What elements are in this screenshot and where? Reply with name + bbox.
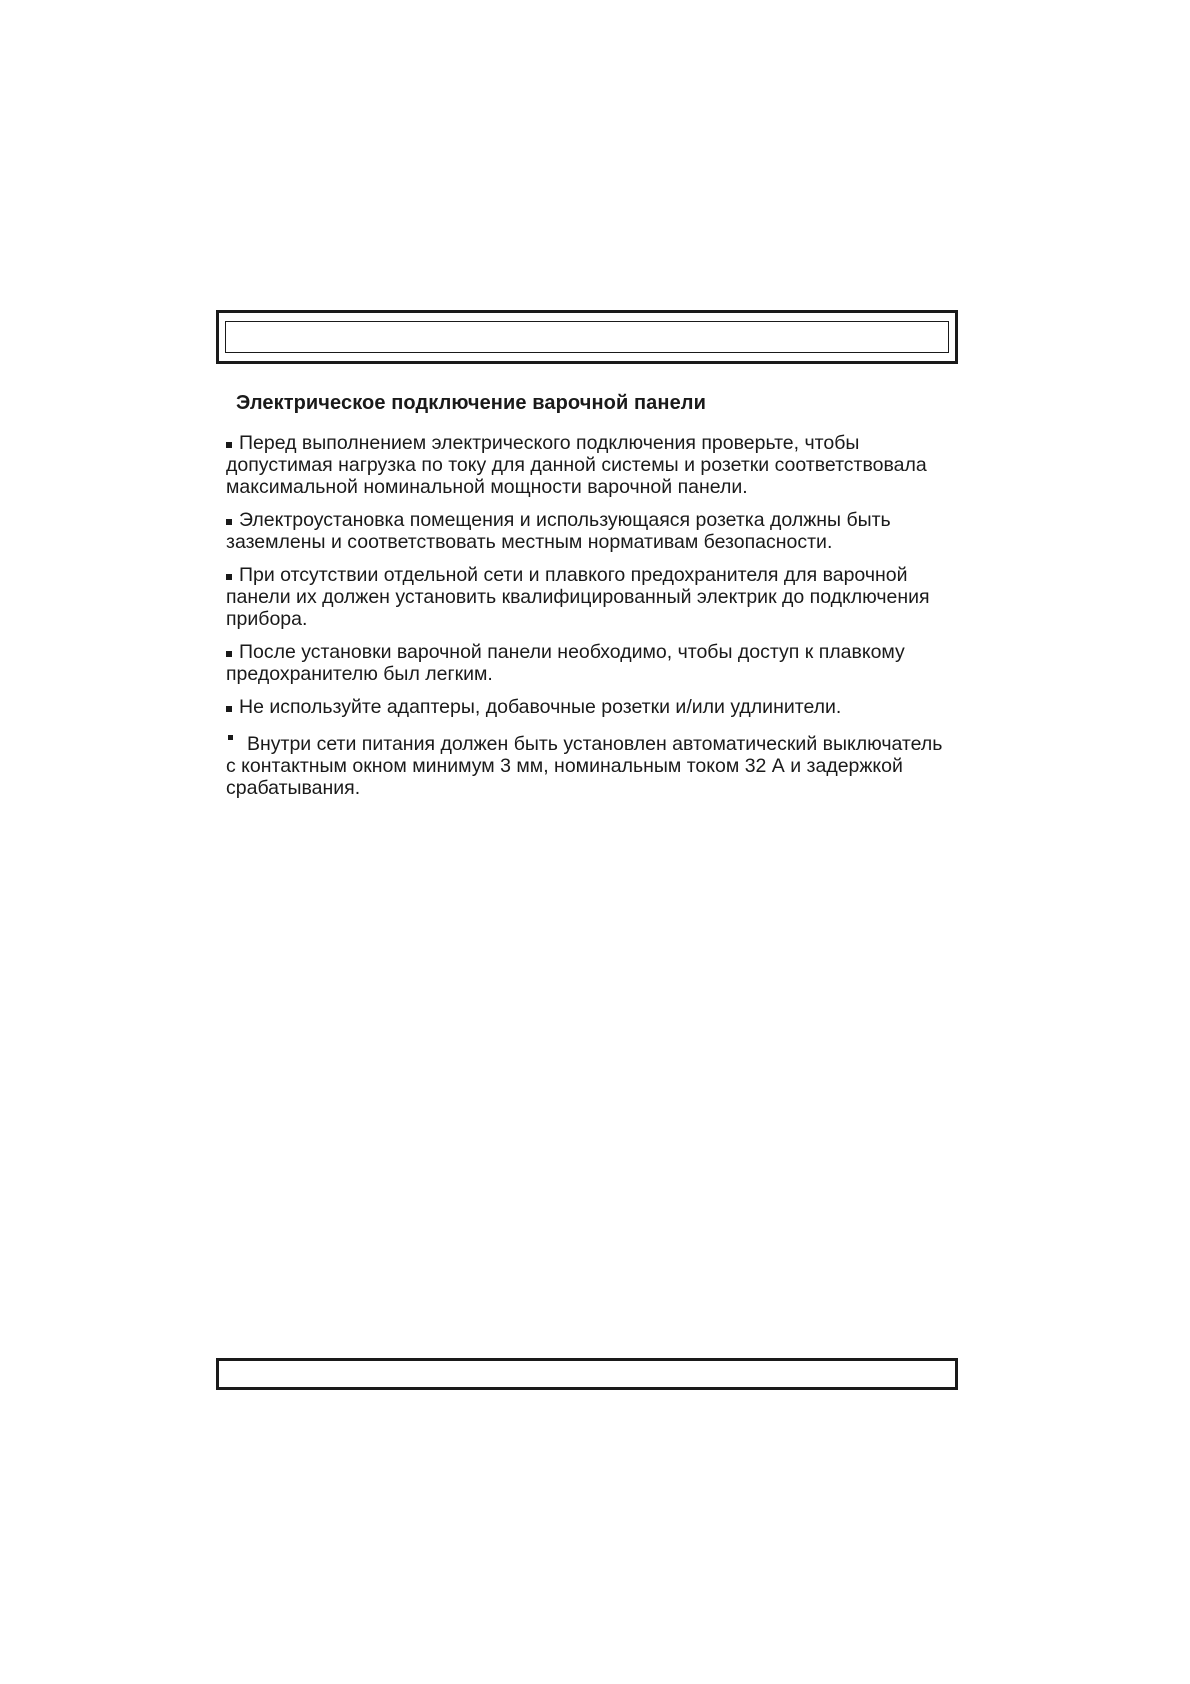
item-text: Внутри сети питания должен быть установлен автоматический выключатель с контактным окном минимум 3 мм, номинальным током 32 А и задержкой срабатывания.	[226, 733, 943, 799]
list-item	[226, 641, 956, 685]
header-frame	[216, 310, 958, 364]
item-text: Электроустановка помещения и использующаяся розетка должны быть заземлены и соответствовать местным нормативам безопасности.	[226, 509, 891, 553]
list-item	[226, 733, 956, 799]
instructions-list	[226, 432, 956, 810]
header-frame-inner	[225, 321, 949, 353]
item-text: Перед выполнением электрического подключения проверьте, чтобы допустимая нагрузка по току для данной системы и розетки соответствовала максимальной номинальной мощности варочной панели.	[226, 432, 927, 498]
section-title: Электрическое подключение варочной панели	[236, 392, 706, 414]
bullet-icon	[228, 735, 233, 740]
list-item	[226, 432, 956, 498]
list-item	[226, 564, 956, 630]
item-text: При отсутствии отдельной сети и плавкого предохранителя для варочной панели их должен установить квалифицированный электрик до подключения прибора.	[226, 564, 930, 630]
item-text: После установки варочной панели необходимо, чтобы доступ к плавкому предохранителю был легким.	[226, 641, 905, 685]
list-item	[226, 696, 956, 718]
footer-frame	[216, 1358, 958, 1390]
item-text: Не используйте адаптеры, добавочные розетки и/или удлинители.	[239, 696, 842, 718]
bullet-icon	[226, 651, 232, 657]
list-item	[226, 509, 956, 553]
bullet-icon	[226, 519, 232, 525]
bullet-icon	[226, 706, 232, 712]
bullet-icon	[226, 442, 232, 448]
bullet-icon	[226, 574, 232, 580]
